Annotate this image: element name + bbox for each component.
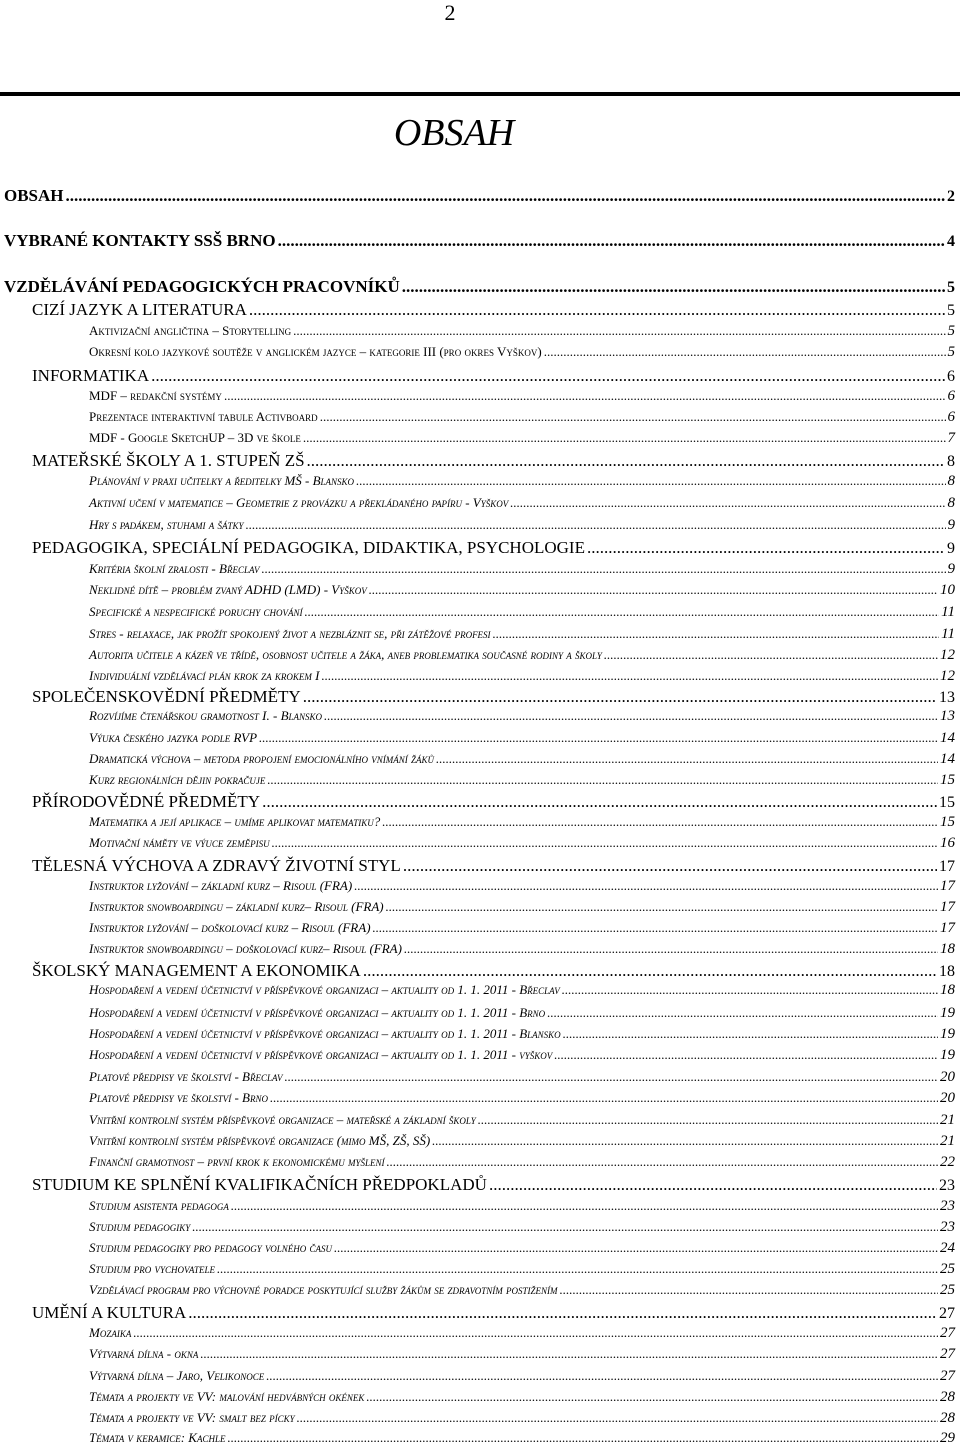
toc-entry-title: Studium pro vychovatele xyxy=(89,1261,215,1276)
toc-entry-page: 6 xyxy=(947,368,955,385)
toc-entry-title: MDF – redakční systémy xyxy=(89,388,222,403)
toc-entry[interactable] xyxy=(89,344,955,361)
toc-entry[interactable] xyxy=(89,814,955,831)
toc-entry-title: Motivační náměty ve výuce zeměpisu xyxy=(89,835,270,850)
page-title: OBSAH xyxy=(393,112,515,154)
toc-entry-title: Prezentace interaktivní tabule Activboard xyxy=(89,409,318,424)
toc-entry[interactable] xyxy=(89,495,955,512)
dot-leader xyxy=(285,1069,938,1085)
dot-leader xyxy=(554,1047,938,1063)
toc-entry-page: 20 xyxy=(940,1069,955,1085)
dot-leader xyxy=(544,344,946,360)
toc-entry[interactable] xyxy=(89,409,955,426)
toc-entry-page: 12 xyxy=(940,668,955,684)
toc-entry-title: Instruktor snowboardingu – základní kurz– Risoul (FRA) xyxy=(89,899,384,914)
toc-entry-title: Témata a projekty ve VV: smalt bez pícky xyxy=(89,1410,295,1425)
toc-entry-title: Hospodaření a vedení účetnictví v příspěvkové organizaci – aktuality od 1. 1. 2011 - Brno xyxy=(89,1005,546,1020)
toc-entry[interactable] xyxy=(32,856,955,876)
toc-entry[interactable] xyxy=(89,582,955,599)
toc-entry-title: Výtvarná dílna - okna xyxy=(89,1346,199,1361)
dot-leader xyxy=(387,1154,938,1170)
dot-leader xyxy=(188,1303,937,1323)
toc-entry-title: Hospodaření a vedení účetnictví v příspěvkové organizaci – aktuality od 1. 1. 2011 - Blansko xyxy=(89,1026,561,1041)
toc-entry-page: 16 xyxy=(940,835,955,851)
toc-entry-title: Kurz regionálních dějin pokračuje xyxy=(89,772,266,787)
toc-entry-title: Finanční gramotnost – první krok k ekonomickému myšlení xyxy=(89,1154,385,1169)
toc-entry[interactable] xyxy=(89,1154,955,1171)
toc-entry-title: INFORMATIKA xyxy=(32,366,150,385)
toc-entry-page: 4 xyxy=(947,233,955,250)
toc-entry[interactable] xyxy=(89,561,955,578)
toc-entry[interactable] xyxy=(89,1346,955,1363)
toc-entry-title: Instruktor lyžování – doškolovací kurz – Risoul (FRA) xyxy=(89,920,371,935)
dot-leader xyxy=(266,1368,938,1384)
toc-entry-page: 17 xyxy=(940,899,955,915)
toc-entry-page: 8 xyxy=(947,453,955,470)
toc-entry-title: SPOLEČENSKOVĚDNÍ PŘEDMĚTY xyxy=(32,687,301,706)
toc-entry-page: 19 xyxy=(940,1026,955,1042)
toc-entry-title: Studium asistenta pedagoga xyxy=(89,1198,229,1213)
toc-entry-page: 13 xyxy=(939,689,955,706)
toc-entry-title: Výtvarná dílna – Jaro, Velikonoce xyxy=(89,1368,265,1383)
dot-leader xyxy=(334,1240,938,1256)
dot-leader xyxy=(227,1430,938,1446)
toc-entry-title: Autorita učitele a kázeň ve třídě, osobnost učitele a žáka, aneb problematika současné rodiny a školy xyxy=(89,647,602,662)
toc-entry-page: 6 xyxy=(947,409,955,425)
toc-entry-page: 5 xyxy=(947,302,955,319)
header-rule xyxy=(0,92,960,96)
dot-leader xyxy=(293,323,945,339)
dot-leader xyxy=(297,1410,938,1426)
toc-entry-page: 19 xyxy=(940,1047,955,1063)
dot-leader xyxy=(354,878,938,894)
toc-entry-title: CIZÍ JAZYK A LITERATURA xyxy=(32,300,247,319)
dot-leader xyxy=(587,538,945,558)
toc-entry-page: 7 xyxy=(947,430,955,446)
toc-entry-title: Hospodaření a vedení účetnictví v příspěvkové organizaci – aktuality od 1. 1. 2011 - vyškov xyxy=(89,1047,553,1062)
toc-entry-page: 29 xyxy=(940,1430,955,1446)
dot-leader xyxy=(66,186,945,206)
toc-entry[interactable] xyxy=(89,388,955,405)
toc-entry-page: 23 xyxy=(939,1177,955,1194)
toc-entry[interactable] xyxy=(89,730,955,747)
toc-entry-page: 9 xyxy=(947,540,955,557)
toc-entry-title: STUDIUM KE SPLNĚNÍ KVALIFIKAČNÍCH PŘEDPOKLADŮ xyxy=(32,1175,487,1194)
dot-leader xyxy=(262,792,937,812)
toc-entry-page: 27 xyxy=(940,1368,955,1384)
toc-entry[interactable] xyxy=(89,1389,955,1406)
dot-leader xyxy=(217,1261,938,1277)
toc-entry[interactable] xyxy=(32,366,955,386)
toc-entry[interactable] xyxy=(32,792,955,812)
toc-entry-page: 27 xyxy=(939,1305,955,1322)
toc-entry-title: Specifické a nespecifické poruchy chování xyxy=(89,604,303,619)
toc-entry[interactable] xyxy=(89,1112,955,1129)
dot-leader xyxy=(562,982,938,998)
toc-entry-title: PEDAGOGIKA, SPECIÁLNÍ PEDAGOGIKA, DIDAKTIKA, PSYCHOLOGIE xyxy=(32,538,585,557)
toc-entry-page: 17 xyxy=(940,878,955,894)
toc-entry[interactable] xyxy=(89,1026,955,1043)
toc-entry[interactable] xyxy=(89,878,955,895)
toc-entry-page: 15 xyxy=(939,794,955,811)
toc-entry-title: Instruktor snowboardingu – doškolovací kurz– Risoul (FRA) xyxy=(89,941,402,956)
toc-entry[interactable] xyxy=(89,517,955,534)
toc-entry[interactable] xyxy=(89,1005,955,1022)
toc-entry-title: Hospodaření a vedení účetnictví v příspěvkové organizaci – aktuality od 1. 1. 2011 - Břeclav xyxy=(89,982,560,997)
dot-leader xyxy=(403,856,937,876)
toc-entry-page: 28 xyxy=(940,1410,955,1426)
dot-leader xyxy=(262,561,946,577)
toc-entry[interactable] xyxy=(32,300,955,320)
dot-leader xyxy=(369,582,938,598)
toc-entry[interactable] xyxy=(89,323,955,340)
dot-leader xyxy=(493,626,940,642)
toc-entry[interactable] xyxy=(89,899,955,916)
toc-entry[interactable] xyxy=(4,186,955,206)
toc-entry[interactable] xyxy=(89,1090,955,1107)
dot-leader xyxy=(249,300,945,320)
toc-entry-page: 21 xyxy=(940,1133,955,1149)
toc-entry[interactable] xyxy=(89,1368,955,1385)
dot-leader xyxy=(373,920,938,936)
toc-entry-title: Témata a projekty ve VV: malování hedvábných okének xyxy=(89,1389,365,1404)
toc-entry[interactable] xyxy=(89,1430,955,1447)
toc-entry-page: 28 xyxy=(940,1389,955,1405)
dot-leader xyxy=(151,366,945,386)
dot-leader xyxy=(224,388,946,404)
toc-entry[interactable] xyxy=(89,835,955,852)
toc-entry-title: Okresní kolo jazykové soutěže v anglickém jazyce – kategorie III (pro okres Vyškov) xyxy=(89,344,542,359)
toc-entry-page: 5 xyxy=(947,323,955,339)
toc-entry-title: Aktivní učení v matematice – Geometrie z provázku a překládaného papíru - Vyškov xyxy=(89,495,509,510)
toc-entry-page: 22 xyxy=(940,1154,955,1170)
toc-entry-page: 15 xyxy=(940,772,955,788)
toc-entry-page: 9 xyxy=(947,517,955,533)
toc-entry-title: Témata v keramice: Kachle xyxy=(89,1430,226,1445)
dot-leader xyxy=(307,451,945,471)
toc-entry-page: 8 xyxy=(947,495,955,511)
toc-entry-page: 25 xyxy=(940,1282,955,1298)
toc-entry-page: 9 xyxy=(947,561,955,577)
toc-entry-title: Dramatická výchova – metoda propojení emocionálního vnímání žáků xyxy=(89,751,434,766)
dot-leader xyxy=(259,730,938,746)
dot-leader xyxy=(436,751,938,767)
dot-leader xyxy=(303,687,937,707)
toc-entry[interactable] xyxy=(89,920,955,937)
dot-leader xyxy=(192,1219,938,1235)
toc-entry-title: Aktivizační angličtina – Storytelling xyxy=(89,323,292,338)
toc-entry-page: 8 xyxy=(947,473,955,489)
toc-entry-page: 23 xyxy=(940,1198,955,1214)
toc-entry-title: MATEŘSKÉ ŠKOLY A 1. STUPEŇ ZŠ xyxy=(32,451,305,470)
toc-entry-title: PŘÍRODOVĚDNÉ PŘEDMĚTY xyxy=(32,792,261,811)
toc-entry-title: Rozvíjíme čtenářskou gramotnost I. - Blansko xyxy=(89,708,323,723)
dot-leader xyxy=(272,835,938,851)
dot-leader xyxy=(320,409,946,425)
dot-leader xyxy=(432,1133,938,1149)
toc-entry[interactable] xyxy=(32,1303,955,1323)
dot-leader xyxy=(231,1198,938,1214)
toc-entry-page: 15 xyxy=(940,814,955,830)
dot-leader xyxy=(304,604,939,620)
toc-entry[interactable] xyxy=(4,277,955,297)
toc-entry-title: Individuální vzdělávací plán krok za krokem I xyxy=(89,668,320,683)
toc-entry-page: 23 xyxy=(940,1219,955,1235)
dot-leader xyxy=(510,495,945,511)
toc-entry[interactable] xyxy=(32,1175,955,1195)
dot-leader xyxy=(303,430,946,446)
toc-entry-title: Studium pedagogiky pro pedagogy volného času xyxy=(89,1240,332,1255)
toc-entry[interactable] xyxy=(89,1069,955,1086)
dot-leader xyxy=(363,961,937,981)
page-number: 2 xyxy=(444,0,456,25)
toc-entry[interactable] xyxy=(89,1410,955,1427)
dot-leader xyxy=(478,1112,938,1128)
toc-entry-page: 12 xyxy=(940,647,955,663)
dot-leader xyxy=(604,647,938,663)
toc-entry[interactable] xyxy=(89,1198,955,1215)
toc-entry-title: VZDĚLÁVÁNÍ PEDAGOGICKÝCH PRACOVNÍKŮ xyxy=(4,277,400,296)
toc-entry-page: 10 xyxy=(940,582,955,598)
dot-leader xyxy=(563,1026,938,1042)
dot-leader xyxy=(246,517,946,533)
toc-entry-page: 6 xyxy=(947,388,955,404)
toc-entry-title: Stres - relaxace, jak prožít spokojený život a nezbláznit se, při zátěžové profesi xyxy=(89,626,491,641)
toc-entry[interactable] xyxy=(89,751,955,768)
toc-entry-title: Mozaika xyxy=(89,1325,132,1340)
toc-entry[interactable] xyxy=(89,1219,955,1236)
toc-entry-title: UMĚNÍ A KULTURA xyxy=(32,1303,187,1322)
toc-entry-title: Vnitřní kontrolní systém příspěvkové organizace (mimo MŠ, ZŠ, SŠ) xyxy=(89,1133,431,1148)
toc-entry-page: 25 xyxy=(940,1261,955,1277)
toc-entry-page: 21 xyxy=(940,1112,955,1128)
toc-entry-page: 27 xyxy=(940,1346,955,1362)
dot-leader xyxy=(356,473,945,489)
toc-entry[interactable] xyxy=(89,982,955,999)
toc-entry[interactable] xyxy=(89,604,955,621)
toc-entry[interactable] xyxy=(89,668,955,685)
toc-entry-title: VYBRANÉ KONTAKTY SSŠ BRNO xyxy=(4,231,276,250)
toc-entry[interactable] xyxy=(89,647,955,664)
toc-entry-page: 11 xyxy=(941,626,955,642)
toc-entry-page: 19 xyxy=(940,1005,955,1021)
toc-entry[interactable] xyxy=(89,1047,955,1064)
toc-entry[interactable] xyxy=(89,1240,955,1257)
toc-entry[interactable] xyxy=(32,538,955,558)
toc-entry-title: Platové předpisy ve školství - Brno xyxy=(89,1090,268,1105)
dot-leader xyxy=(386,899,938,915)
toc-entry[interactable] xyxy=(89,430,955,447)
toc-entry[interactable] xyxy=(32,687,955,707)
toc-entry-page: 17 xyxy=(940,920,955,936)
dot-leader xyxy=(489,1175,937,1195)
toc-entry-title: Vnitřní kontrolní systém příspěvkové organizace – mateřské a základní školy xyxy=(89,1112,476,1127)
toc-entry-title: Instruktor lyžování – základní kurz – Risoul (FRA) xyxy=(89,878,353,893)
dot-leader xyxy=(270,1090,938,1106)
toc-entry-page: 18 xyxy=(939,963,955,980)
toc-entry[interactable] xyxy=(89,772,955,789)
dot-leader xyxy=(547,1005,938,1021)
toc-entry[interactable] xyxy=(4,231,955,251)
toc-entry-page: 5 xyxy=(947,344,955,360)
dot-leader xyxy=(324,708,938,724)
toc-entry-title: Studium pedagogiky xyxy=(89,1219,191,1234)
dot-leader xyxy=(402,277,945,297)
dot-leader xyxy=(200,1346,938,1362)
dot-leader xyxy=(133,1325,938,1341)
toc-entry-title: Kritéria školní zralosti - Břeclav xyxy=(89,561,260,576)
toc-entry-title: Výuka českého jazyka podle RVP xyxy=(89,730,258,745)
toc-entry-page: 18 xyxy=(940,941,955,957)
toc-entry-title: Platové předpisy ve školství - Břeclav xyxy=(89,1069,283,1084)
toc-entry-page: 27 xyxy=(940,1325,955,1341)
dot-leader xyxy=(267,772,938,788)
toc-entry-page: 14 xyxy=(940,751,955,767)
dot-leader xyxy=(366,1389,938,1405)
toc-entry-page: 24 xyxy=(940,1240,955,1256)
toc-entry[interactable] xyxy=(89,626,955,643)
toc-entry-title: Hry s padákem, stuhami a šátky xyxy=(89,517,244,532)
toc-entry-title: ŠKOLSKÝ MANAGEMENT A EKONOMIKA xyxy=(32,961,361,980)
toc-entry-title: MDF - Google SketchUP – 3D ve škole xyxy=(89,430,301,445)
toc-entry[interactable] xyxy=(89,708,955,725)
toc-entry-page: 14 xyxy=(940,730,955,746)
dot-leader xyxy=(404,941,938,957)
dot-leader xyxy=(560,1282,938,1298)
toc-entry-title: TĚLESNÁ VÝCHOVA A ZDRAVÝ ŽIVOTNÍ STYL xyxy=(32,856,401,875)
toc-entry-page: 2 xyxy=(947,188,955,205)
toc-entry-page: 11 xyxy=(941,604,955,620)
toc-entry[interactable] xyxy=(89,1261,955,1278)
dot-leader xyxy=(382,814,938,830)
toc-entry[interactable] xyxy=(32,451,955,471)
toc-entry-page: 13 xyxy=(940,708,955,724)
toc-entry-page: 5 xyxy=(947,279,955,296)
toc-entry-page: 20 xyxy=(940,1090,955,1106)
toc-entry[interactable] xyxy=(32,961,955,981)
dot-leader xyxy=(322,668,939,684)
toc-entry-title: Vzdělávací program pro výchovné poradce poskytující služby žákům se zdravotním postižením xyxy=(89,1282,558,1297)
toc-entry-page: 17 xyxy=(939,858,955,875)
toc-entry-title: Neklidné dítě – problém zvaný ADHD (LMD) - Vyškov xyxy=(89,582,367,597)
dot-leader xyxy=(278,231,945,251)
toc-entry[interactable] xyxy=(89,941,955,958)
toc-entry-title: Plánování v praxi učitelky a ředitelky MŠ - Blansko xyxy=(89,473,355,488)
toc-entry-page: 18 xyxy=(940,982,955,998)
toc-entry[interactable] xyxy=(89,1282,955,1299)
toc-entry-title: OBSAH xyxy=(4,186,64,205)
toc-entry[interactable] xyxy=(89,1133,955,1150)
toc-entry-title: Matematika a její aplikace – umíme aplikovat matematiku? xyxy=(89,814,381,829)
toc-entry[interactable] xyxy=(89,1325,955,1342)
toc-entry[interactable] xyxy=(89,473,955,490)
